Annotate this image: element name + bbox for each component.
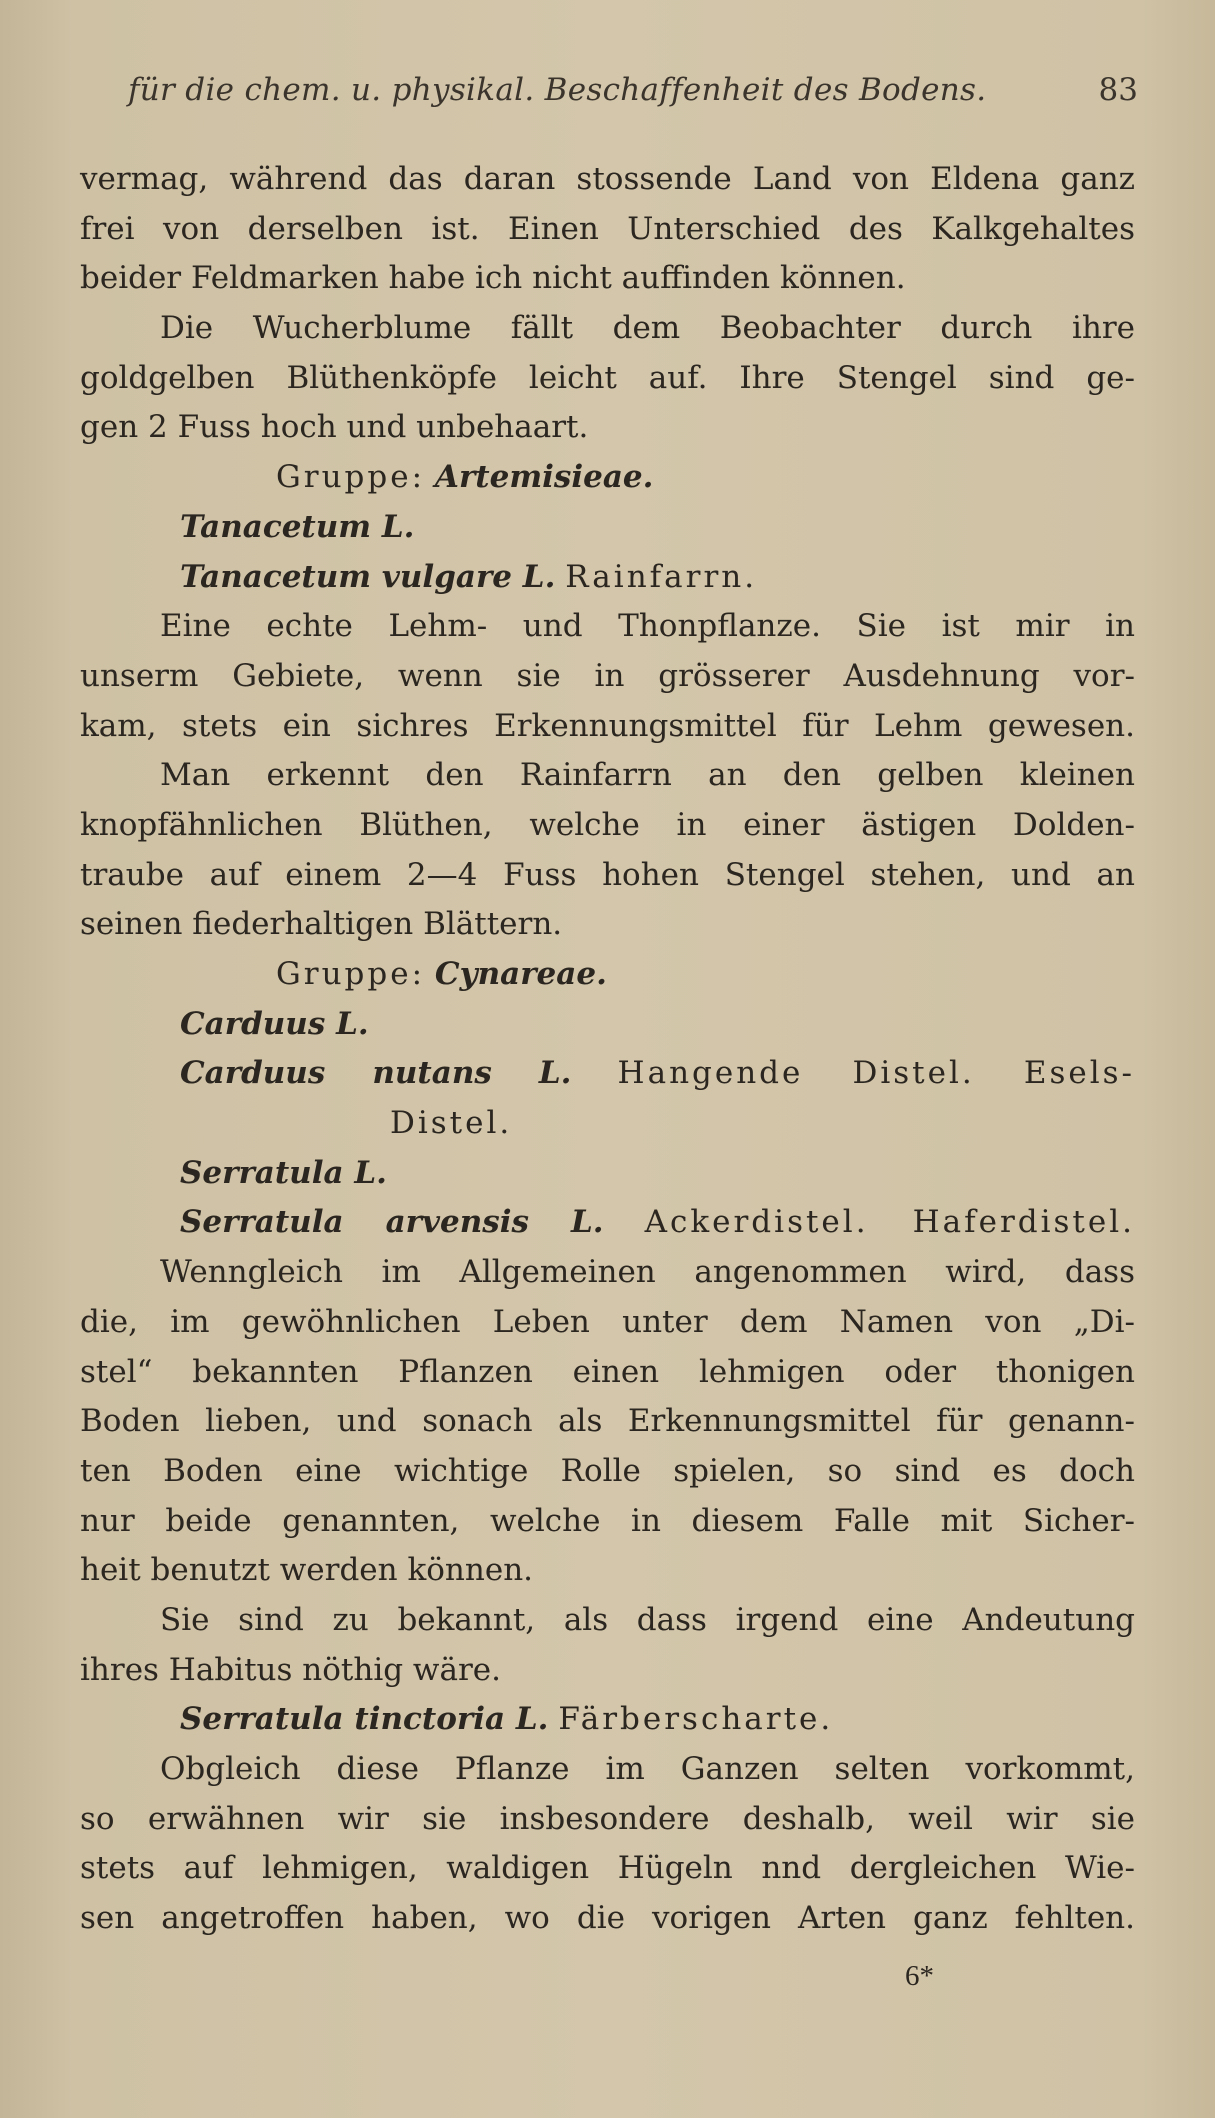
text-line: kam, stets ein sichres Erkennungsmittel für Lehm gewesen. xyxy=(80,707,1135,744)
species-common: Rainfarrn. xyxy=(565,558,758,595)
signature-mark: 6* xyxy=(905,1960,934,1992)
text-line: stel“ bekannten Pflanzen einen lehmigen oder thonigen xyxy=(80,1353,1135,1390)
species-common: Hangende Distel. Esels- xyxy=(617,1055,1136,1092)
text-line: frei von derselben ist. Einen Unterschied des Kalkgehaltes xyxy=(80,210,1135,247)
genus-heading: Carduus L. xyxy=(180,1005,369,1042)
body-text xyxy=(80,155,1135,1944)
text-line: knopfähnlichen Blüthen, welche in einer ästigen Dolden- xyxy=(80,806,1135,843)
text-line: Man erkennt den Rainfarrn an den gelben kleinen xyxy=(160,757,1135,794)
species-latin: Carduus nutans L. xyxy=(180,1055,572,1092)
text-line: nur beide genannten, welche in diesem Falle mit Sicher- xyxy=(80,1502,1135,1539)
text-line: Obgleich diese Pflanze im Ganzen selten vorkommt, xyxy=(160,1751,1135,1787)
text-line: Die Wucherblume fällt dem Beobachter durch ihre xyxy=(160,310,1135,347)
group-label: Gruppe: xyxy=(276,956,426,992)
text-line: die, im gewöhnlichen Leben unter dem Namen von „Di- xyxy=(80,1303,1135,1340)
species-heading xyxy=(80,1695,1135,1745)
species-latin: Tanacetum vulgare L. xyxy=(180,558,556,595)
text-line: beider Feldmarken habe ich nicht auffinden können. xyxy=(80,260,906,297)
genus-heading: Serratula L. xyxy=(180,1154,387,1191)
text-line: Wenngleich im Allgemeinen angenommen wird, dass xyxy=(160,1254,1135,1291)
genus-heading: Tanacetum L. xyxy=(180,508,415,545)
text-line: seinen fiederhaltigen Blättern. xyxy=(80,906,563,943)
text-line: sen angetroffen haben, wo die vorigen Arten ganz fehlten. xyxy=(80,1900,1135,1937)
group-name: Cynareae. xyxy=(434,956,607,992)
text-line: gen 2 Fuss hoch und unbehaart. xyxy=(80,409,589,446)
text-line: heit benutzt werden können. xyxy=(80,1552,534,1589)
group-heading xyxy=(80,453,1135,503)
text-line: ten Boden eine wichtige Rolle spielen, so sind es doch xyxy=(80,1452,1135,1489)
text-line: ihres Habitus nöthig wäre. xyxy=(80,1651,501,1688)
running-header xyxy=(128,72,1138,128)
text-line: goldgelben Blüthenköpfe leicht auf. Ihre Stengel sind ge- xyxy=(80,359,1135,396)
group-heading xyxy=(80,950,1135,1000)
text-line: stets auf lehmigen, waldigen Hügeln nnd dergleichen Wie- xyxy=(80,1850,1135,1887)
text-line: vermag, während das daran stossende Land von Eldena ganz xyxy=(80,161,1135,197)
text-line: so erwähnen wir sie insbesondere deshalb, weil wir sie xyxy=(80,1800,1135,1837)
species-heading xyxy=(80,553,1135,603)
group-name: Artemisieae. xyxy=(434,459,654,496)
running-title: für die chem. u. physikal. Beschaffenheit des Bodens. xyxy=(128,72,987,108)
species-common-continued: Distel. xyxy=(390,1105,513,1142)
text-line: traube auf einem 2—4 Fuss hohen Stengel stehen, und an xyxy=(80,856,1135,893)
text-line: Eine echte Lehm- und Thonpflanze. Sie ist mir in xyxy=(160,608,1135,645)
species-common: Ackerdistel. Haferdistel. xyxy=(644,1204,1135,1241)
text-line: Sie sind zu bekannt, als dass irgend eine Andeutung xyxy=(160,1601,1135,1638)
species-heading xyxy=(80,1198,1135,1248)
species-common: Färberscharte. xyxy=(558,1701,834,1738)
species-latin: Serratula arvensis L. xyxy=(180,1204,604,1241)
group-label: Gruppe: xyxy=(276,459,426,496)
text-line: Boden lieben, und sonach als Erkennungsmittel für genann- xyxy=(80,1403,1135,1440)
text-line: unserm Gebiete, wenn sie in grösserer Ausdehnung vor- xyxy=(80,657,1135,694)
species-heading xyxy=(80,1049,1135,1099)
page-number: 83 xyxy=(1098,72,1138,108)
species-latin: Serratula tinctoria L. xyxy=(180,1701,549,1738)
